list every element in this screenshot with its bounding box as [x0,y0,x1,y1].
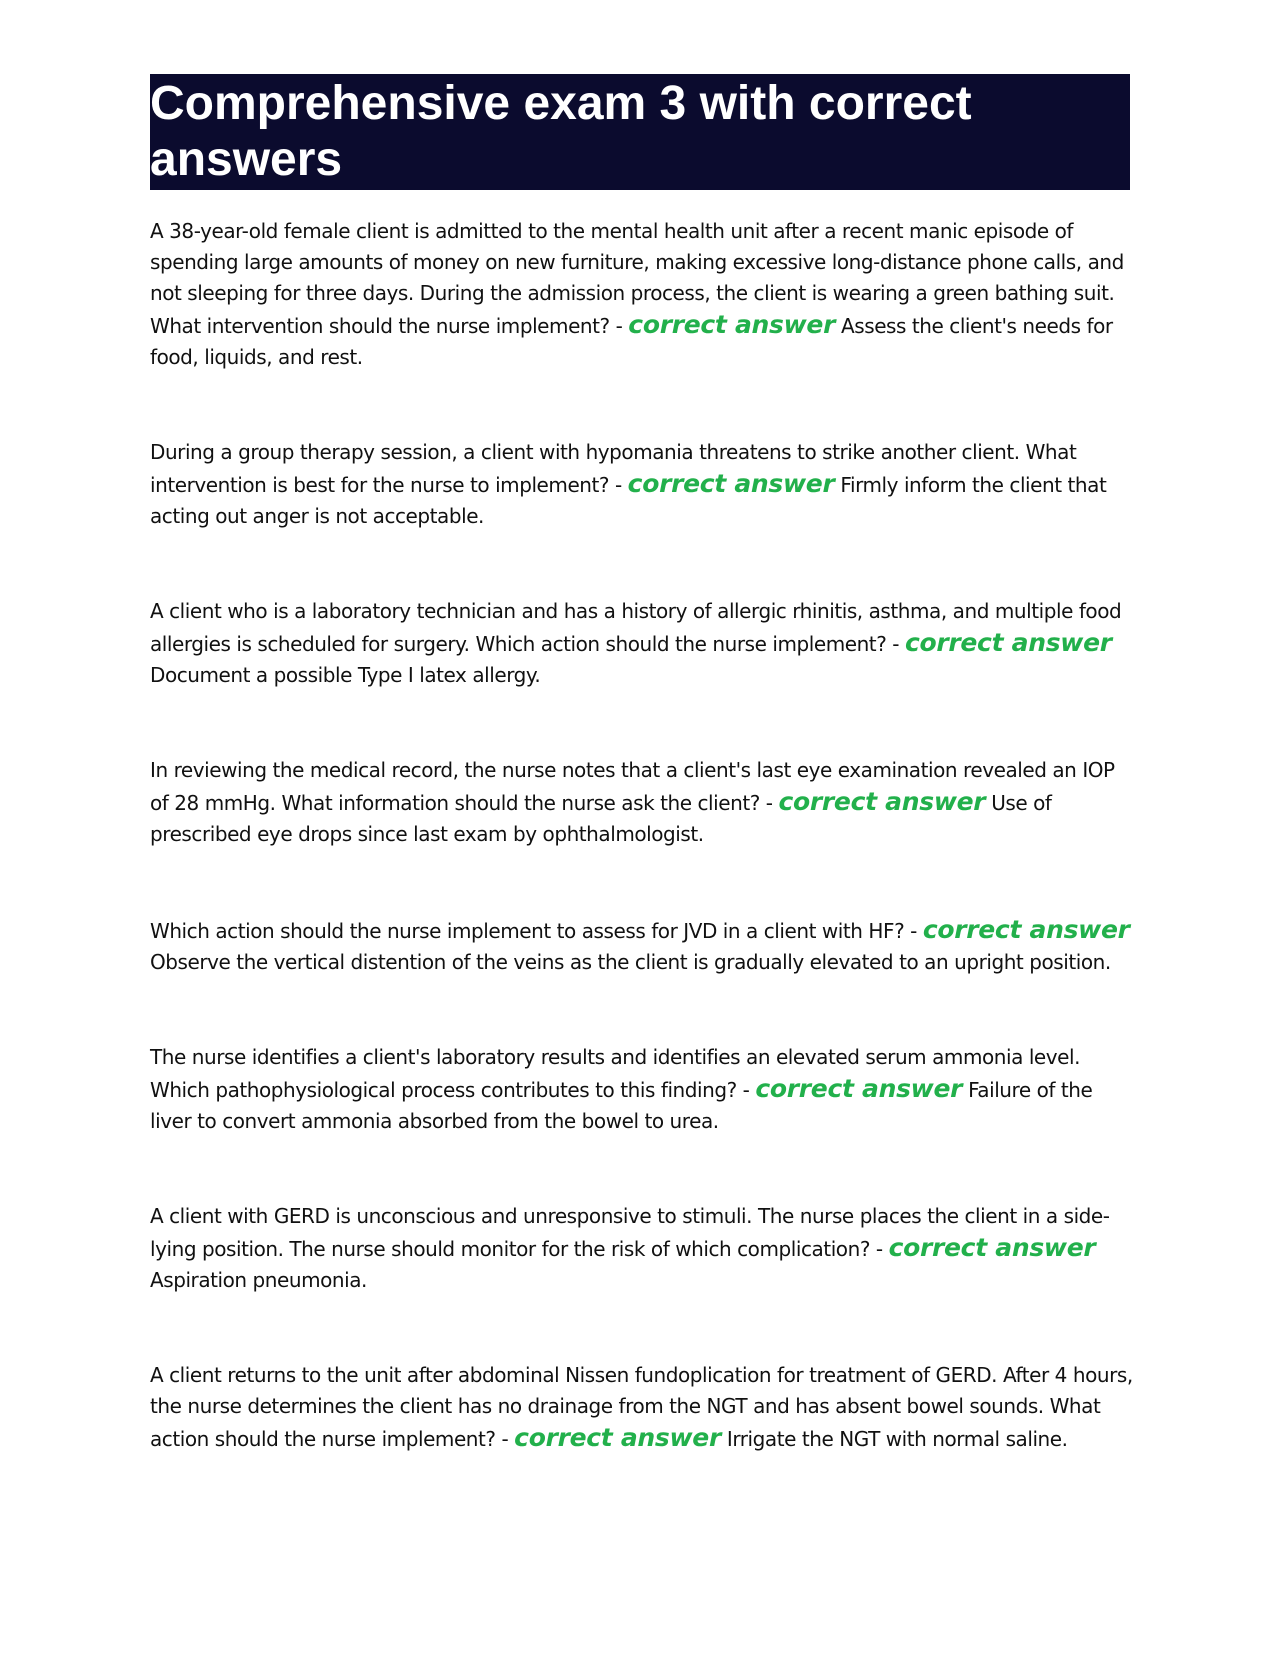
answer-text: Assess the client's needs for food, liquids, and rest. [150,314,1113,369]
answer-marker: correct answer [922,915,1130,944]
qa-item [150,914,1135,978]
question-text: A client returns to the unit after abdominal Nissen fundoplication for treatment of GERD. After 4 hours, the nurse determines the client has no drainage from the NGT and has absent bowel sounds. What action should the nurse implement? - [150,1363,1133,1451]
qa-item [150,755,1135,850]
answer-marker: correct answer [755,1074,963,1103]
title-banner [150,74,1130,190]
qa-item [150,437,1135,532]
question-text: A 38-year-old female client is admitted to the mental health unit after a recent manic episode of spending large amounts of money on new furniture, making excessive long-distance phone calls, and not sleeping for three days. During the admission process, the client is wearing a green bathing suit. What intervention should the nurse implement? - [150,219,1124,338]
answer-text: Use of prescribed eye drops since last exam by ophthalmologist. [150,791,1052,846]
answer-marker: correct answer [904,628,1112,657]
answer-marker: correct answer [628,310,836,339]
answer-text: Failure of the liver to convert ammonia absorbed from the bowel to urea. [150,1078,1093,1133]
question-text: The nurse identifies a client's laboratory results and identifies an elevated serum ammonia level. Which pathophysiological process contributes to this finding? - [150,1045,1081,1102]
question-text: A client with GERD is unconscious and unresponsive to stimuli. The nurse places the client in a side-lying position. The nurse should monitor for the risk of which complication? - [150,1204,1110,1261]
question-text: Which action should the nurse implement to assess for JVD in a client with HF? - [150,919,923,943]
qa-item [150,596,1135,691]
answer-text: Aspiration pneumonia. [150,1268,367,1292]
question-text: During a group therapy session, a client with hypomania threatens to strike another client. What intervention is best for the nurse to implement? - [150,440,1077,497]
answer-marker: correct answer [514,1423,721,1452]
answer-text: Document a possible Type I latex allergy. [150,663,541,687]
answer-marker: correct answer [627,469,835,498]
qa-item [150,216,1135,373]
question-text: A client who is a laboratory technician and has a history of allergic rhinitis, asthma, and multiple food allergies is scheduled for surgery. Which action should the nurse implement? - [150,599,1122,656]
document-title: Comprehensive exam 3 with correct answers [150,77,972,186]
answer-text: Observe the vertical distention of the veins as the client is gradually elevated to an upright position. [150,950,1111,974]
question-list [150,216,1135,1455]
qa-item [150,1042,1135,1137]
question-text: In reviewing the medical record, the nurse notes that a client's last eye examination revealed an IOP of 28 mmHg. What information should the nurse ask the client? - [150,758,1115,815]
answer-text: Irrigate the NGT with normal saline. [720,1427,1068,1451]
answer-marker: correct answer [888,1233,1096,1262]
qa-item [150,1201,1135,1296]
qa-item [150,1360,1135,1455]
answer-marker: correct answer [778,787,986,816]
answer-text: Firmly inform the client that acting out anger is not acceptable. [150,473,1107,528]
